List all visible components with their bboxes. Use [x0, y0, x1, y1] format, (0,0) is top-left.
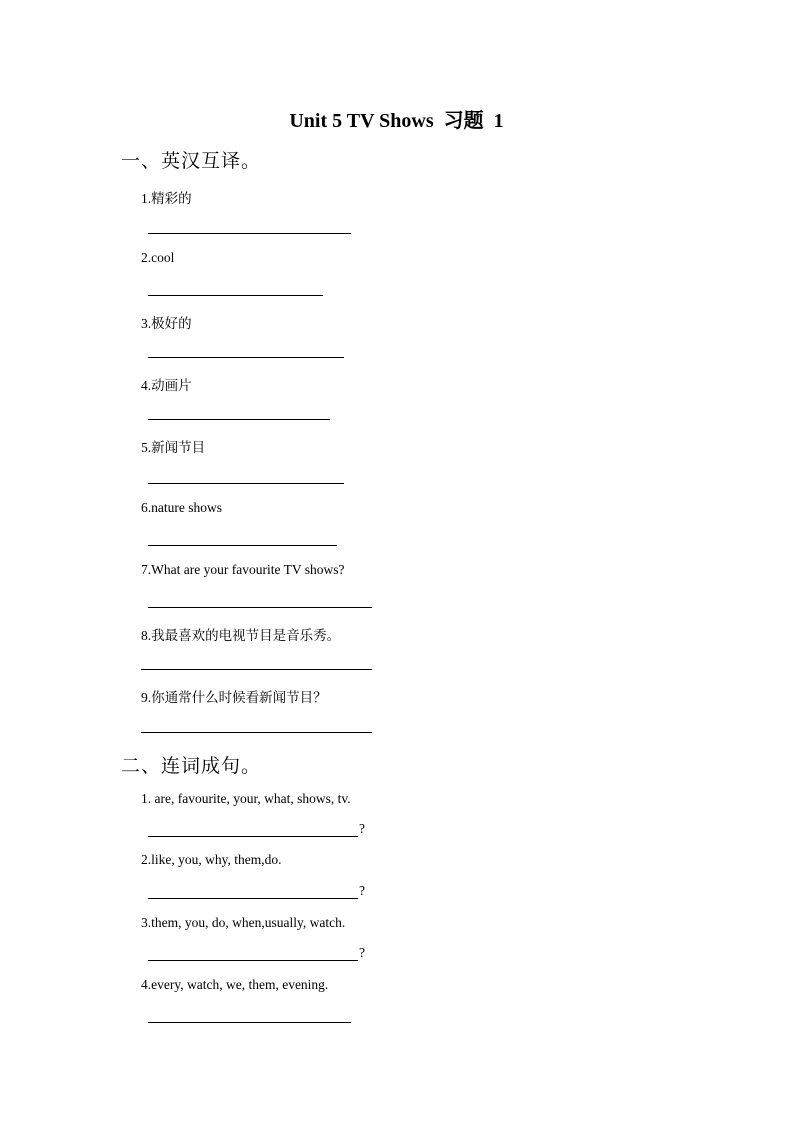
answer-line-1-1[interactable] [148, 219, 351, 234]
question-2-1: 1. are, favourite, your, what, shows, tv. [141, 791, 351, 806]
answer-line-1-8[interactable] [141, 655, 372, 670]
question-1-9: 9.你通常什么时候看新闻节目？ [141, 690, 327, 705]
answer-line-2-3[interactable] [148, 946, 358, 961]
page-title: Unit 5 TV Shows 习题 1 [289, 110, 504, 132]
question-mark-2-2: ? [359, 883, 365, 898]
question-2-3: 3.them, you, do, when,usually, watch. [141, 915, 346, 930]
question-1-7: 7.What are your favourite TV shows? [141, 562, 345, 577]
question-2-2: 2.like, you, why, them,do. [141, 852, 282, 867]
section-heading-sentence-building: 二、连词成句。 [121, 755, 262, 777]
question-1-8: 8.我最喜欢的电视节目是音乐秀。 [141, 628, 341, 643]
answer-line-1-6[interactable] [148, 531, 337, 546]
answer-line-1-9[interactable] [141, 718, 372, 733]
answer-line-2-2[interactable] [148, 884, 358, 899]
answer-line-1-4[interactable] [148, 405, 330, 420]
answer-line-1-3[interactable] [148, 343, 344, 358]
question-1-1: 1.精彩的 [141, 191, 192, 206]
section-heading-translation: 一、英汉互译。 [121, 150, 262, 172]
question-mark-2-3: ? [359, 945, 365, 960]
question-1-6: 6.nature shows [141, 500, 222, 515]
question-1-5: 5.新闻节目 [141, 440, 206, 455]
answer-line-1-5[interactable] [148, 469, 344, 484]
question-1-2: 2.cool [141, 250, 175, 265]
answer-line-2-1[interactable] [148, 822, 358, 837]
question-mark-2-1: ? [359, 821, 365, 836]
answer-line-1-2[interactable] [148, 281, 323, 296]
question-1-4: 4.动画片 [141, 378, 192, 393]
answer-line-2-4[interactable] [148, 1008, 351, 1023]
answer-line-1-7[interactable] [148, 593, 372, 608]
question-2-4: 4.every, watch, we, them, evening. [141, 977, 329, 992]
question-1-3: 3.极好的 [141, 316, 192, 331]
